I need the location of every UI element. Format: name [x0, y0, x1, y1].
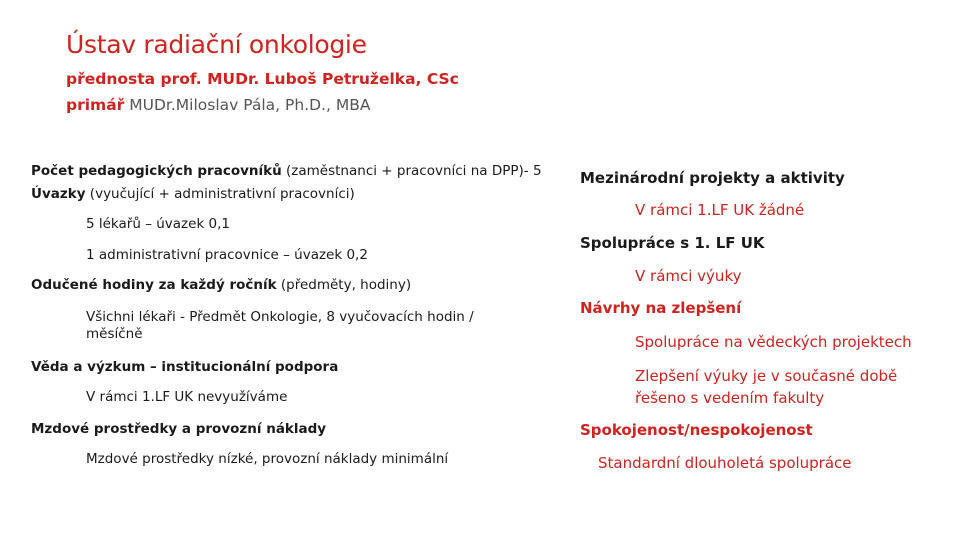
page-title: Ústav radiační onkologie: [66, 30, 367, 59]
research-heading: Věda a výzkum – institucionální podpora: [31, 359, 339, 375]
chief-physician: [66, 96, 370, 114]
wages-heading: Mzdové prostředky a provozní náklady: [31, 421, 327, 437]
hours-detail: (předměty, hodiny): [276, 277, 412, 293]
head-of-institute: přednosta prof. MUDr. Luboš Petruželka, CSc: [66, 70, 459, 88]
improvements-heading: Návrhy na zlepšení: [580, 299, 742, 317]
hours-item-line1: Všichni lékaři - Předmět Onkologie, 8 vyučovacích hodin /: [86, 309, 474, 325]
workload-detail: (vyučující + administrativní pracovníci): [85, 186, 355, 202]
chief-physician-label: primář: [66, 96, 125, 114]
intl-projects-heading: Mezinárodní projekty a aktivity: [580, 169, 845, 187]
hours-heading: Odučené hodiny za každý ročník: [31, 277, 277, 293]
cooperation-item: V rámci výuky: [635, 267, 742, 285]
hours-item-line2: měsíčně: [86, 326, 143, 342]
research-item: V rámci 1.LF UK nevyužíváme: [86, 389, 288, 405]
workload-item-admin: 1 administrativní pracovnice – úvazek 0,2: [86, 247, 368, 263]
staff-count-detail: (zaměstnanci + pracovníci na DPP)- 5: [281, 163, 542, 179]
staff-count-line: [31, 161, 542, 181]
workload-line: [31, 184, 355, 204]
workload-item-doctors: 5 lékařů – úvazek 0,1: [86, 216, 231, 232]
cooperation-heading: Spolupráce s 1. LF UK: [580, 234, 765, 252]
intl-projects-item: V rámci 1.LF UK žádné: [635, 201, 805, 219]
improvement-item-teaching-line2: řešeno s vedením fakulty: [635, 389, 825, 407]
improvement-item-teaching-line1: Zlepšení výuky je v současné době: [635, 367, 898, 385]
wages-item: Mzdové prostředky nízké, provozní náklady minimální: [86, 451, 449, 467]
satisfaction-heading: Spokojenost/nespokojenost: [580, 421, 813, 439]
improvement-item-research: Spolupráce na vědeckých projektech: [635, 333, 912, 351]
satisfaction-item: Standardní dlouholetá spolupráce: [598, 454, 852, 472]
hours-line: [31, 275, 411, 295]
chief-physician-name: MUDr.Miloslav Pála, Ph.D., MBA: [124, 96, 371, 114]
workload-heading: Úvazky: [31, 186, 86, 202]
staff-count-heading: Počet pedagogických pracovníků: [31, 163, 282, 179]
